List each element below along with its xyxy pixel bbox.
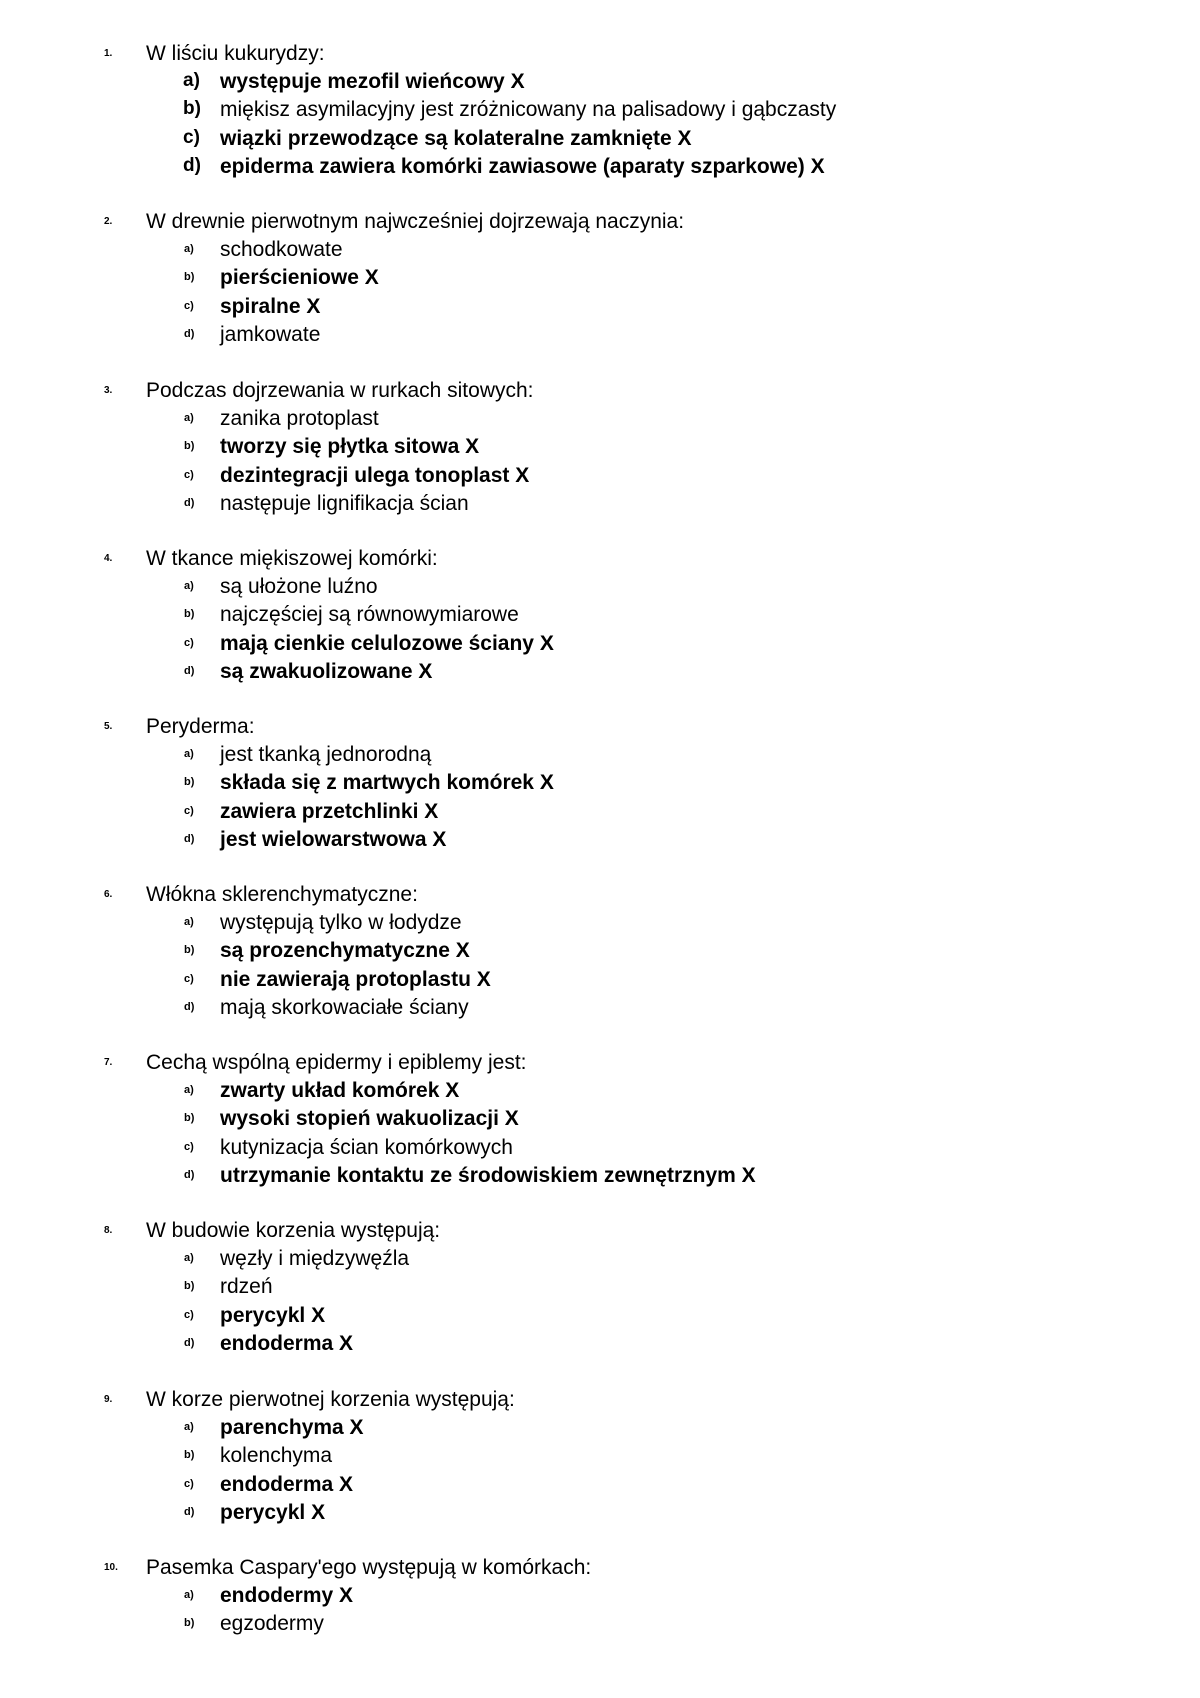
option-text: występują tylko w łodydze: [220, 911, 462, 934]
option-text-marked-correct: tworzy się płytka sitowa X: [220, 435, 480, 459]
answer-option: [0, 293, 1200, 321]
option-text-marked-correct: zwarty układ komórek X: [220, 1079, 460, 1102]
answer-option: [0, 1162, 1200, 1190]
question-number: 4.: [104, 553, 113, 564]
option-letter: b): [184, 1280, 195, 1293]
option-letter: a): [184, 412, 194, 424]
question-text: W drewnie pierwotnym najwcześniej dojrzewają naczynia:: [146, 210, 685, 233]
question-text: W liściu kukurydzy:: [146, 42, 325, 65]
option-text-marked-correct: występuje mezofil wieńcowy X: [220, 70, 525, 93]
option-text-marked-correct: są zwakuolizowane X: [220, 659, 433, 683]
question-number: 5.: [104, 721, 113, 732]
option-letter: d): [184, 1336, 195, 1349]
option-text-marked-correct: nie zawierają protoplastu X: [220, 967, 491, 991]
option-letter: a): [184, 580, 194, 592]
answer-option: [0, 1330, 1200, 1358]
answer-option: [0, 1582, 1200, 1610]
option-letter: b): [184, 271, 195, 284]
answer-option: [0, 236, 1200, 264]
option-letter: b): [184, 608, 195, 621]
option-text: mają skorkowaciałe ściany: [220, 995, 469, 1019]
option-text-marked-correct: endoderma X: [220, 1331, 354, 1355]
answer-option: [0, 68, 1200, 96]
option-text-marked-correct: parenchyma X: [220, 1416, 364, 1439]
answer-option: [0, 909, 1200, 937]
option-letter: c): [184, 972, 194, 985]
option-letter: d): [184, 327, 195, 340]
option-text: egzodermy: [220, 1612, 324, 1636]
answer-option: [0, 405, 1200, 433]
answer-option: [0, 462, 1200, 490]
option-text: jamkowate: [220, 322, 321, 346]
option-text-marked-correct: perycykl X: [220, 1500, 326, 1524]
answer-option: [0, 1134, 1200, 1162]
option-letter: d): [183, 154, 201, 176]
option-text: najczęściej są równowymiarowe: [220, 603, 519, 627]
option-letter: c): [184, 299, 194, 312]
answer-option: [0, 769, 1200, 797]
option-letter: a): [184, 748, 194, 760]
option-letter: b): [184, 776, 195, 789]
answer-option: [0, 264, 1200, 292]
option-text: jest tkanką jednorodną: [220, 743, 432, 766]
option-letter: d): [184, 664, 195, 677]
option-letter: a): [184, 243, 194, 255]
option-text: zanika protoplast: [220, 407, 379, 430]
option-text-marked-correct: endodermy X: [220, 1584, 354, 1607]
question-text: W tkance miękiszowej komórki:: [146, 547, 438, 570]
option-text-marked-correct: perycykl X: [220, 1303, 326, 1327]
option-letter: c): [184, 804, 194, 817]
option-letter: d): [184, 1168, 195, 1181]
question-number: 2.: [104, 216, 113, 227]
option-letter: d): [184, 496, 195, 509]
option-text: schodkowate: [220, 238, 343, 261]
option-letter: c): [184, 468, 194, 481]
question-number: 6.: [104, 889, 113, 900]
option-letter: a): [184, 1589, 194, 1601]
question-number: 10.: [104, 1562, 118, 1573]
option-text: kolenchyma: [220, 1444, 333, 1468]
answer-option: [0, 321, 1200, 349]
option-text: miękisz asymilacyjny jest zróżnicowany na palisadowy i gąbczasty: [220, 98, 837, 122]
option-letter: d): [184, 1000, 195, 1013]
option-text-marked-correct: jest wielowarstwowa X: [220, 827, 447, 851]
option-letter: b): [184, 1617, 195, 1630]
option-letter: a): [184, 1084, 194, 1096]
answer-option: [0, 490, 1200, 518]
option-letter: b): [184, 944, 195, 957]
answer-option: [0, 630, 1200, 658]
option-text-marked-correct: dezintegracji ulega tonoplast X: [220, 463, 530, 487]
answer-option: [0, 658, 1200, 686]
option-text: są ułożone luźno: [220, 575, 378, 598]
option-letter: b): [184, 1112, 195, 1125]
option-text: rdzeń: [220, 1275, 273, 1299]
question-number: 8.: [104, 1225, 113, 1236]
option-letter: c): [184, 1140, 194, 1153]
answer-option: [0, 798, 1200, 826]
answer-option: [0, 937, 1200, 965]
option-text-marked-correct: wiązki przewodzące są kolateralne zamknięte X: [220, 126, 692, 150]
option-text-marked-correct: epiderma zawiera komórki zawiasowe (aparaty szparkowe) X: [220, 154, 825, 178]
option-text-marked-correct: endoderma X: [220, 1472, 354, 1496]
question-text: Cechą wspólną epidermy i epiblemy jest:: [146, 1051, 527, 1074]
answer-option: [0, 1442, 1200, 1470]
question-number: 7.: [104, 1057, 113, 1068]
option-text-marked-correct: zawiera przetchlinki X: [220, 799, 439, 823]
option-text-marked-correct: spiralne X: [220, 294, 321, 318]
option-letter: b): [184, 440, 195, 453]
option-text-marked-correct: pierścieniowe X: [220, 266, 379, 290]
answer-option: [0, 153, 1200, 181]
option-letter: b): [184, 1449, 195, 1462]
option-text: kutynizacja ścian komórkowych: [220, 1135, 513, 1159]
question-text: W budowie korzenia występują:: [146, 1219, 441, 1242]
question-text: Włókna sklerenchymatyczne:: [146, 883, 418, 906]
answer-option: [0, 1471, 1200, 1499]
option-letter: c): [184, 1477, 194, 1490]
option-letter: d): [184, 832, 195, 845]
answer-option: [0, 1105, 1200, 1133]
question-number: 1.: [104, 48, 113, 59]
answer-option: [0, 96, 1200, 124]
option-text-marked-correct: składa się z martwych komórek X: [220, 771, 554, 795]
answer-option: [0, 125, 1200, 153]
option-letter: c): [183, 126, 200, 148]
answer-option: [0, 966, 1200, 994]
answer-option: [0, 1610, 1200, 1638]
option-text-marked-correct: mają cienkie celulozowe ściany X: [220, 631, 554, 655]
answer-option: [0, 994, 1200, 1022]
option-text-marked-correct: są prozenchymatyczne X: [220, 939, 470, 963]
question-text: Peryderma:: [146, 715, 255, 738]
answer-option: [0, 573, 1200, 601]
answer-option: [0, 1245, 1200, 1273]
answer-option: [0, 1414, 1200, 1442]
option-letter: c): [184, 1308, 194, 1321]
option-letter: b): [183, 98, 201, 120]
option-text-marked-correct: wysoki stopień wakuolizacji X: [220, 1107, 519, 1131]
question-text: Pasemka Caspary'ego występują w komórkach:: [146, 1556, 592, 1579]
answer-option: [0, 1077, 1200, 1105]
option-letter: c): [184, 636, 194, 649]
question-number: 3.: [104, 385, 113, 396]
option-letter: a): [184, 916, 194, 928]
answer-option: [0, 1302, 1200, 1330]
answer-option: [0, 433, 1200, 461]
question-number: 9.: [104, 1394, 113, 1405]
answer-option: [0, 826, 1200, 854]
option-letter: d): [184, 1505, 195, 1518]
answer-option: [0, 1273, 1200, 1301]
answer-option: [0, 1499, 1200, 1527]
option-text: węzły i międzywęźla: [220, 1247, 410, 1270]
option-text: następuje lignifikacja ścian: [220, 491, 469, 515]
option-letter: a): [184, 1421, 194, 1433]
question-text: W korze pierwotnej korzenia występują:: [146, 1388, 515, 1411]
option-letter: a): [183, 70, 200, 91]
question-text: Podczas dojrzewania w rurkach sitowych:: [146, 379, 534, 402]
answer-option: [0, 741, 1200, 769]
option-letter: a): [184, 1252, 194, 1264]
option-text-marked-correct: utrzymanie kontaktu ze środowiskiem zewnętrznym X: [220, 1163, 756, 1187]
answer-option: [0, 601, 1200, 629]
